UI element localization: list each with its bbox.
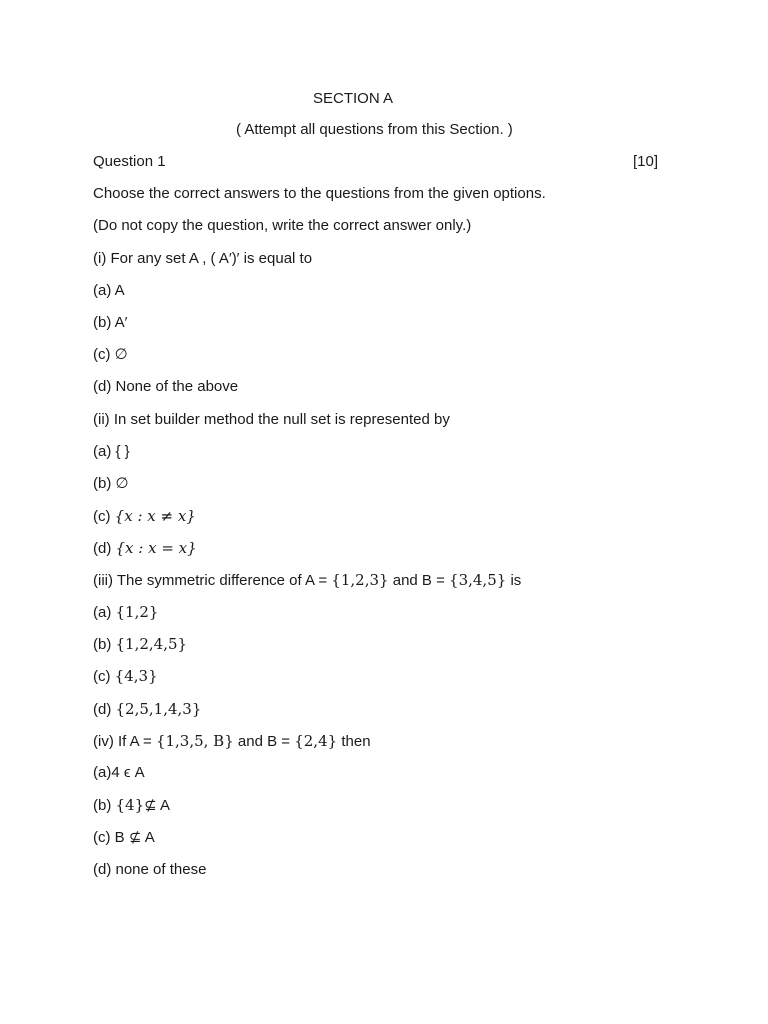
- option-label: (b): [93, 797, 116, 814]
- instruction-do-not-copy: (Do not copy the question, write the correct answer only.): [93, 217, 472, 234]
- section-subtitle: ( Attempt all questions from this Section. ): [236, 121, 513, 138]
- question-iii-option-b: [93, 634, 187, 655]
- math-set-a: {1,3,5, B}: [155, 732, 234, 750]
- question-iv-option-a: (a)4 ϵ A: [93, 764, 145, 781]
- question-iii-option-c: [93, 666, 158, 687]
- question-label: Question 1: [93, 153, 166, 170]
- math-expression: {2,5,1,4,3}: [115, 700, 202, 718]
- instruction-choose: Choose the correct answers to the questions from the given options.: [93, 185, 546, 202]
- stem-text: and B =: [388, 572, 450, 589]
- question-iv-option-b: [93, 795, 170, 816]
- question-ii-option-b: (b) ∅: [93, 475, 129, 492]
- math-expression: {x : x = x}: [115, 539, 197, 557]
- stem-text: (iv) If A =: [93, 733, 156, 750]
- math-set-b: {2,4}: [294, 732, 338, 750]
- math-expression: {4,3}: [114, 667, 158, 685]
- option-label: (a): [93, 604, 116, 621]
- option-label: (d): [93, 701, 116, 718]
- question-ii-option-d: [93, 538, 197, 559]
- question-iv-option-d: (d) none of these: [93, 861, 207, 878]
- math-expression: {1,2,4,5}: [115, 635, 188, 653]
- question-iv-stem: [93, 731, 371, 752]
- option-label: (d): [93, 540, 116, 557]
- math-set-b: {3,4,5}: [449, 571, 507, 589]
- question-i-option-b: (b) A′: [93, 314, 128, 331]
- question-iv-option-c: (c) B ⊈ A: [93, 829, 155, 846]
- question-i-option-d: (d) None of the above: [93, 378, 239, 395]
- question-iii-option-d: [93, 699, 201, 720]
- option-text: ⊈ A: [144, 797, 171, 814]
- question-i-option-a: (a) A: [93, 282, 125, 299]
- question-iii-option-a: [93, 602, 158, 623]
- math-expression: {4}: [115, 796, 145, 814]
- stem-text: is: [506, 572, 522, 589]
- option-label: (b): [93, 636, 116, 653]
- stem-text: then: [337, 733, 371, 750]
- math-set-a: {1,2,3}: [331, 571, 389, 589]
- question-marks: [10]: [632, 153, 658, 170]
- question-i-option-c: (c) ∅: [93, 346, 128, 363]
- math-expression: {1,2}: [115, 603, 159, 621]
- option-label: (c): [93, 508, 115, 525]
- section-title: SECTION A: [313, 90, 394, 107]
- question-iii-stem: [93, 570, 521, 591]
- question-ii-option-a: (a) { }: [93, 443, 130, 460]
- question-ii-stem: (ii) In set builder method the null set is represented by: [93, 411, 450, 428]
- math-expression: {x : x ≠ x}: [114, 507, 196, 525]
- question-ii-option-c: [93, 506, 196, 527]
- stem-text: (iii) The symmetric difference of A =: [93, 572, 332, 589]
- question-i-stem: (i) For any set A , ( A′)′ is equal to: [93, 250, 313, 267]
- stem-text: and B =: [233, 733, 295, 750]
- option-label: (c): [93, 668, 115, 685]
